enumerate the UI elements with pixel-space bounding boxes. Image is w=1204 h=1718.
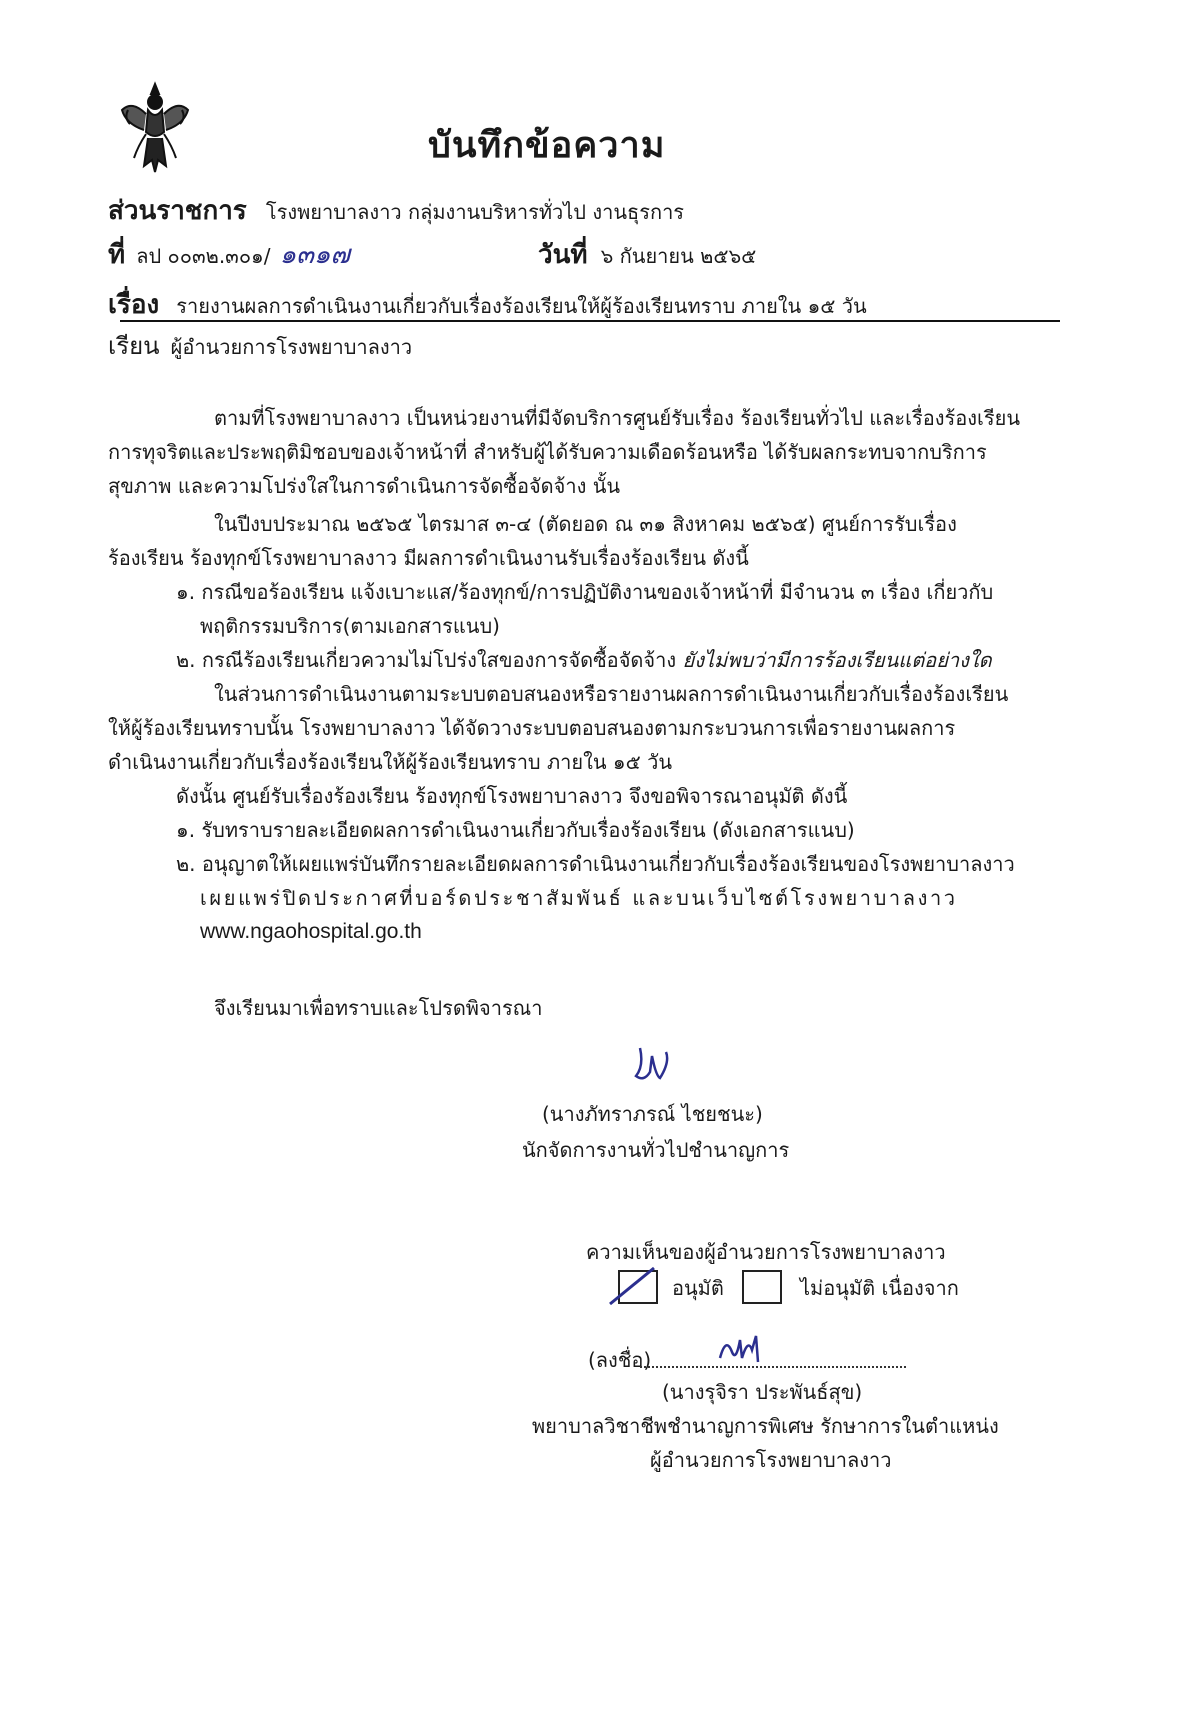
date-value: ๖ กันยายน ๒๕๖๕ <box>600 244 757 268</box>
request2-line2: เผยแพร่ปิดประกาศที่บอร์ดประชาสัมพันธ์ และบนเว็บไซต์โรงพยาบาลงาว <box>200 886 958 910</box>
signer-position: นักจัดการงานทั่วไปชำนาญการ <box>522 1138 790 1162</box>
approver-position-line1: พยาบาลวิชาชีพชำนาญการพิเศษ รักษาการในตำแหน่ง <box>532 1414 999 1438</box>
website-url: www.ngaohospital.go.th <box>200 920 422 943</box>
para1-line2: การทุจริตและประพฤติมิชอบของเจ้าหน้าที่ สำหรับผู้ได้รับความเดือดร้อนหรือ ได้รับผลกระทบจากบริการ <box>108 440 987 464</box>
memo-title: บันทึกข้อความ <box>428 125 666 166</box>
item2-emphasis: ยังไม่พบว่ามีการร้องเรียนแต่อย่างใด <box>682 648 992 672</box>
closing-line: จึงเรียนมาเพื่อทราบและโปรดพิจารณา <box>214 996 543 1020</box>
ref-label: ที่ <box>108 240 126 270</box>
sign-label: (ลงชื่อ) <box>588 1348 652 1372</box>
subject-row <box>108 284 867 325</box>
para4-line: ดังนั้น ศูนย์รับเรื่องร้องเรียน ร้องทุกข์โรงพยาบาลงาว จึงขอพิจารณาอนุมัติ ดังนี้ <box>176 784 848 808</box>
request1-line: ๑. รับทราบรายละเอียดผลการดำเนินงานเกี่ยวกับเรื่องร้องเรียน (ดังเอกสารแนบ) <box>176 818 855 842</box>
approve-label: อนุมัติ <box>672 1276 724 1300</box>
ref-value: ลป ๐๐๓๒.๓๐๑/ <box>136 244 271 268</box>
approver-position-line2: ผู้อำนวยการโรงพยาบาลงาว <box>650 1448 892 1472</box>
to-label: เรียน <box>108 332 160 360</box>
ref-handwritten: ๑๓๑๗ <box>279 240 350 270</box>
date-label: วันที่ <box>538 240 588 270</box>
approve-check-mark <box>604 1262 660 1310</box>
item1-line2: พฤติกรรมบริการ(ตามเอกสารแนบ) <box>200 614 500 638</box>
to-value: ผู้อำนวยการโรงพยาบาลงาว <box>170 335 413 359</box>
item1-line1: ๑. กรณีขอร้องเรียน แจ้งเบาะแส/ร้องทุกข์/การปฏิบัติงานของเจ้าหน้าที่ มีจำนวน ๓ เรื่อง เกี่ยวกับ <box>176 580 994 604</box>
handwritten-signature-1 <box>630 1042 678 1092</box>
subject-value: รายงานผลการดำเนินงานเกี่ยวกับเรื่องร้องเรียนให้ผู้ร้องเรียนทราบ ภายใน ๑๕ วัน <box>176 294 867 318</box>
agency-row <box>108 190 684 231</box>
para1-line3: สุขภาพ และความโปร่งใสในการดำเนินการจัดซื้อจัดจ้าง นั้น <box>108 474 621 498</box>
approval-heading: ความเห็นของผู้อำนวยการโรงพยาบาลงาว <box>586 1240 946 1264</box>
agency-label: ส่วนราชการ <box>108 196 247 226</box>
garuda-emblem <box>118 80 192 176</box>
para2-line2: ร้องเรียน ร้องทุกข์โรงพยาบาลงาว มีผลการดำเนินงานรับเรื่องร้องเรียน ดังนี้ <box>108 546 749 570</box>
subject-label: เรื่อง <box>108 290 160 320</box>
item2-line <box>176 648 992 672</box>
signer-name: (นางภัทราภรณ์ ไชยชนะ) <box>542 1102 763 1126</box>
request2-line1: ๒. อนุญาตให้เผยแพร่บันทึกรายละเอียดผลการดำเนินงานเกี่ยวกับเรื่องร้องเรียนของโรงพยาบาลงาว <box>176 852 1015 876</box>
para3-line3: ดำเนินงานเกี่ยวกับเรื่องร้องเรียนให้ผู้ร้องเรียนทราบ ภายใน ๑๕ วัน <box>108 750 672 774</box>
disapprove-checkbox[interactable] <box>742 1270 782 1304</box>
to-row <box>108 334 412 359</box>
disapprove-label: ไม่อนุมัติ เนื่องจาก <box>800 1276 959 1300</box>
header-divider <box>120 320 1060 322</box>
date-row <box>538 234 756 275</box>
ref-row <box>108 234 350 275</box>
handwritten-signature-2 <box>712 1328 768 1368</box>
para1-line1: ตามที่โรงพยาบาลงาว เป็นหน่วยงานที่มีจัดบริการศูนย์รับเรื่อง ร้องเรียนทั่วไป และเรื่องร้องเรียน <box>214 406 1020 430</box>
para2-line1: ในปีงบประมาณ ๒๕๖๕ ไตรมาส ๓-๔ (ตัดยอด ณ ๓๑ สิงหาคม ๒๕๖๕) ศูนย์การรับเรื่อง <box>214 512 957 536</box>
item2-text: ๒. กรณีร้องเรียนเกี่ยวความไม่โปร่งใสของการจัดซื้อจัดจ้าง <box>176 648 683 672</box>
signature-line <box>640 1366 906 1368</box>
agency-value: โรงพยาบาลงาว กลุ่มงานบริหารทั่วไป งานธุรการ <box>265 200 685 224</box>
para3-line1: ในส่วนการดำเนินงานตามระบบตอบสนองหรือรายงานผลการดำเนินงานเกี่ยวกับเรื่องร้องเรียน <box>214 682 1009 706</box>
approver-name: (นางรุจิรา ประพันธ์สุข) <box>662 1380 863 1404</box>
para3-line2: ให้ผู้ร้องเรียนทราบนั้น โรงพยาบาลงาว ได้จัดวางระบบตอบสนองตามกระบวนการเพื่อรายงานผลการ <box>108 716 956 740</box>
